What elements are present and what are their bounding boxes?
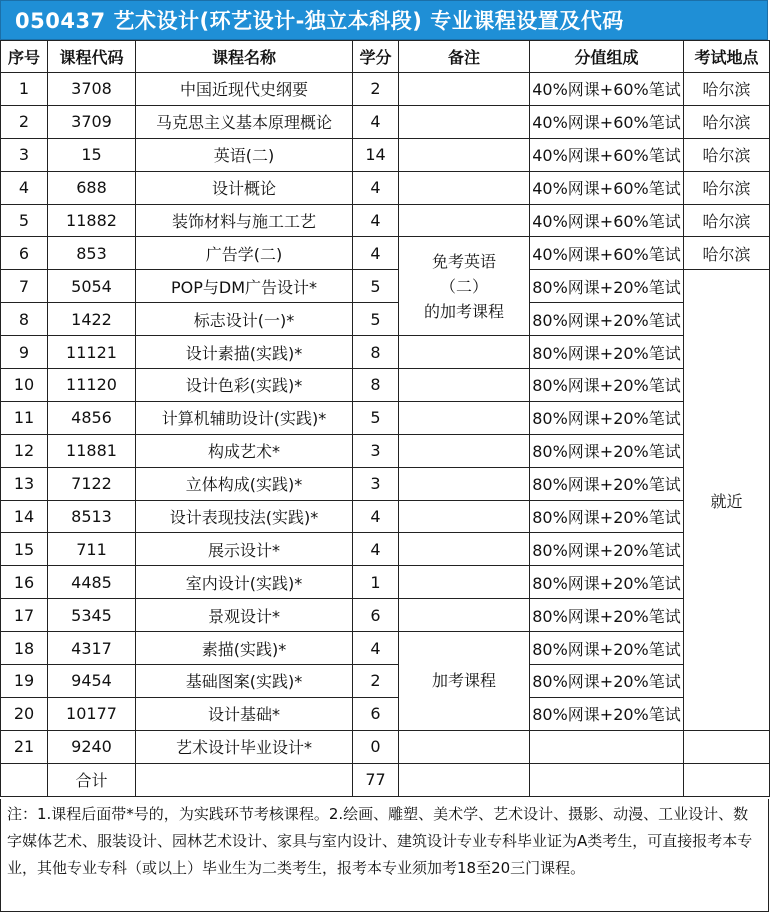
- cell-seq: 15: [1, 533, 48, 566]
- cell-credit: 5: [353, 401, 399, 434]
- cell-remark: [399, 73, 530, 106]
- cell-remark: [399, 434, 530, 467]
- cell-seq: [1, 763, 48, 796]
- header-code: 课程代码: [48, 41, 136, 73]
- cell-code: 4317: [48, 632, 136, 665]
- cell-credit: 8: [353, 369, 399, 402]
- cell-seq: 8: [1, 303, 48, 336]
- cell-seq: 5: [1, 204, 48, 237]
- cell-remark: [399, 401, 530, 434]
- cell-remark: [399, 369, 530, 402]
- cell-credit: 6: [353, 599, 399, 632]
- cell-name: 装饰材料与施工工艺: [136, 204, 353, 237]
- table-row: [1, 171, 770, 204]
- cell-code: 853: [48, 237, 136, 270]
- cell-score: [530, 763, 684, 796]
- table-row: [1, 303, 770, 336]
- cell-seq: 10: [1, 369, 48, 402]
- cell-code: 11121: [48, 336, 136, 369]
- cell-credit: 4: [353, 105, 399, 138]
- cell-credit: 4: [353, 533, 399, 566]
- cell-code: 3708: [48, 73, 136, 106]
- cell-score: [530, 730, 684, 763]
- cell-credit: 3: [353, 434, 399, 467]
- cell-seq: 7: [1, 270, 48, 303]
- cell-score: 80%网课+20%笔试: [530, 434, 684, 467]
- cell-location: 哈尔滨: [684, 237, 770, 270]
- cell-name: 设计色彩(实践)*: [136, 369, 353, 402]
- cell-score: 80%网课+20%笔试: [530, 665, 684, 698]
- cell-location: 哈尔滨: [684, 73, 770, 106]
- table-row: [1, 270, 770, 303]
- cell-seq: 11: [1, 401, 48, 434]
- cell-remark: [399, 533, 530, 566]
- cell-remark: [399, 500, 530, 533]
- cell-score: 80%网课+20%笔试: [530, 500, 684, 533]
- cell-score: 40%网课+60%笔试: [530, 73, 684, 106]
- cell-score: 80%网课+20%笔试: [530, 533, 684, 566]
- cell-remark: [399, 138, 530, 171]
- cell-seq: 17: [1, 599, 48, 632]
- cell-code: 688: [48, 171, 136, 204]
- table-row: [1, 369, 770, 402]
- cell-seq: 18: [1, 632, 48, 665]
- footer-note: 注：1.课程后面带*号的，为实践环节考核课程。2.绘画、雕塑、美术学、艺术设计、摄影、动漫、工业设计、数字媒体艺术、服装设计、园林艺术设计、家具与室内设计、建筑设计专业专科毕业证为A类考生，可直接报考本专业，其他专业专科（或以上）毕业生为二类考生，报考本专业须加考18至20三门课程。: [0, 799, 769, 912]
- table-row: [1, 665, 770, 698]
- table-row: [1, 336, 770, 369]
- cell-location: [684, 730, 770, 763]
- cell-seq: 12: [1, 434, 48, 467]
- cell-name: 马克思主义基本原理概论: [136, 105, 353, 138]
- cell-remark: [399, 336, 530, 369]
- cell-credit: 6: [353, 697, 399, 730]
- table-row: [1, 138, 770, 171]
- cell-credit: 14: [353, 138, 399, 171]
- table-row: [1, 730, 770, 763]
- location-nearby: 就近: [684, 270, 770, 730]
- cell-credit: 4: [353, 632, 399, 665]
- cell-name: 立体构成(实践)*: [136, 467, 353, 500]
- cell-credit: 5: [353, 303, 399, 336]
- cell-seq: 20: [1, 697, 48, 730]
- cell-name: 艺术设计毕业设计*: [136, 730, 353, 763]
- cell-remark: [399, 566, 530, 599]
- cell-name: 标志设计(一)*: [136, 303, 353, 336]
- table-row: [1, 467, 770, 500]
- cell-seq: 6: [1, 237, 48, 270]
- cell-seq: 13: [1, 467, 48, 500]
- cell-code: 9454: [48, 665, 136, 698]
- cell-name: [136, 763, 353, 796]
- header-score: 分值组成: [530, 41, 684, 73]
- cell-code: 4485: [48, 566, 136, 599]
- cell-name: 设计表现技法(实践)*: [136, 500, 353, 533]
- header-row: [1, 41, 770, 73]
- header-remark: 备注: [399, 41, 530, 73]
- cell-remark: [399, 730, 530, 763]
- header-credit: 学分: [353, 41, 399, 73]
- cell-score: 80%网课+20%笔试: [530, 401, 684, 434]
- cell-remark: [399, 204, 530, 237]
- table-row: [1, 434, 770, 467]
- cell-code: 10177: [48, 697, 136, 730]
- cell-score: 80%网课+20%笔试: [530, 467, 684, 500]
- cell-location: 哈尔滨: [684, 105, 770, 138]
- cell-location: 哈尔滨: [684, 138, 770, 171]
- cell-credit: 5: [353, 270, 399, 303]
- cell-score: 80%网课+20%笔试: [530, 303, 684, 336]
- cell-name: 设计素描(实践)*: [136, 336, 353, 369]
- cell-name: 英语(二): [136, 138, 353, 171]
- cell-score: 80%网课+20%笔试: [530, 566, 684, 599]
- total-label: 合计: [48, 763, 136, 796]
- course-table: [0, 40, 770, 797]
- cell-name: 计算机辅助设计(实践)*: [136, 401, 353, 434]
- cell-remark: [399, 599, 530, 632]
- cell-seq: 1: [1, 73, 48, 106]
- cell-location: 哈尔滨: [684, 204, 770, 237]
- table-row: [1, 401, 770, 434]
- table-row: [1, 204, 770, 237]
- cell-credit: 0: [353, 730, 399, 763]
- cell-seq: 16: [1, 566, 48, 599]
- table-row: [1, 632, 770, 665]
- table-row: [1, 697, 770, 730]
- cell-credit: 2: [353, 665, 399, 698]
- cell-score: 80%网课+20%笔试: [530, 632, 684, 665]
- cell-location: 哈尔滨: [684, 171, 770, 204]
- cell-name: 基础图案(实践)*: [136, 665, 353, 698]
- cell-code: 11120: [48, 369, 136, 402]
- remark-extra-courses: 加考课程: [399, 632, 530, 731]
- table-row: [1, 566, 770, 599]
- cell-credit: 2: [353, 73, 399, 106]
- cell-name: 室内设计(实践)*: [136, 566, 353, 599]
- cell-score: 40%网课+60%笔试: [530, 105, 684, 138]
- cell-remark: [399, 467, 530, 500]
- cell-seq: 2: [1, 105, 48, 138]
- cell-code: 1422: [48, 303, 136, 336]
- cell-seq: 14: [1, 500, 48, 533]
- remark-line: 免考英语: [431, 251, 496, 271]
- cell-score: 40%网课+60%笔试: [530, 138, 684, 171]
- cell-score: 80%网课+20%笔试: [530, 369, 684, 402]
- cell-name: 设计基础*: [136, 697, 353, 730]
- cell-code: 7122: [48, 467, 136, 500]
- cell-credit: 4: [353, 500, 399, 533]
- cell-credit: 4: [353, 204, 399, 237]
- table-row: [1, 533, 770, 566]
- table-row: [1, 237, 770, 270]
- cell-code: 711: [48, 533, 136, 566]
- cell-name: 景观设计*: [136, 599, 353, 632]
- header-name: 课程名称: [136, 41, 353, 73]
- cell-score: 80%网课+20%笔试: [530, 270, 684, 303]
- cell-score: 80%网课+20%笔试: [530, 697, 684, 730]
- cell-code: 11882: [48, 204, 136, 237]
- cell-seq: 3: [1, 138, 48, 171]
- cell-score: 40%网课+60%笔试: [530, 237, 684, 270]
- page-title: 050437 艺术设计(环艺设计-独立本科段) 专业课程设置及代码: [0, 0, 768, 40]
- cell-name: 展示设计*: [136, 533, 353, 566]
- remark-exempt-english: [399, 237, 530, 336]
- table-row: [1, 105, 770, 138]
- cell-code: 3709: [48, 105, 136, 138]
- table-row: [1, 73, 770, 106]
- cell-seq: 9: [1, 336, 48, 369]
- cell-name: 中国近现代史纲要: [136, 73, 353, 106]
- cell-name: POP与DM广告设计*: [136, 270, 353, 303]
- cell-remark: [399, 763, 530, 796]
- table-row: [1, 500, 770, 533]
- header-location: 考试地点: [684, 41, 770, 73]
- cell-name: 设计概论: [136, 171, 353, 204]
- cell-score: 40%网课+60%笔试: [530, 204, 684, 237]
- remark-line: 的加考课程: [423, 301, 504, 321]
- cell-score: 80%网课+20%笔试: [530, 336, 684, 369]
- cell-remark: [399, 105, 530, 138]
- cell-name: 广告学(二): [136, 237, 353, 270]
- remark-line: （二）: [439, 276, 488, 296]
- cell-code: 5345: [48, 599, 136, 632]
- cell-code: 9240: [48, 730, 136, 763]
- header-seq: 序号: [1, 41, 48, 73]
- cell-remark: [399, 171, 530, 204]
- cell-seq: 19: [1, 665, 48, 698]
- cell-credit: 4: [353, 237, 399, 270]
- cell-code: 5054: [48, 270, 136, 303]
- cell-credit: 8: [353, 336, 399, 369]
- table-row: [1, 599, 770, 632]
- total-credit: 77: [353, 763, 399, 796]
- cell-name: 构成艺术*: [136, 434, 353, 467]
- cell-credit: 3: [353, 467, 399, 500]
- cell-code: 4856: [48, 401, 136, 434]
- cell-code: 11881: [48, 434, 136, 467]
- cell-code: 8513: [48, 500, 136, 533]
- cell-code: 15: [48, 138, 136, 171]
- total-row: [1, 763, 770, 796]
- cell-credit: 1: [353, 566, 399, 599]
- cell-location: [684, 763, 770, 796]
- cell-score: 80%网课+20%笔试: [530, 599, 684, 632]
- cell-seq: 4: [1, 171, 48, 204]
- cell-name: 素描(实践)*: [136, 632, 353, 665]
- cell-score: 40%网课+60%笔试: [530, 171, 684, 204]
- cell-credit: 4: [353, 171, 399, 204]
- cell-seq: 21: [1, 730, 48, 763]
